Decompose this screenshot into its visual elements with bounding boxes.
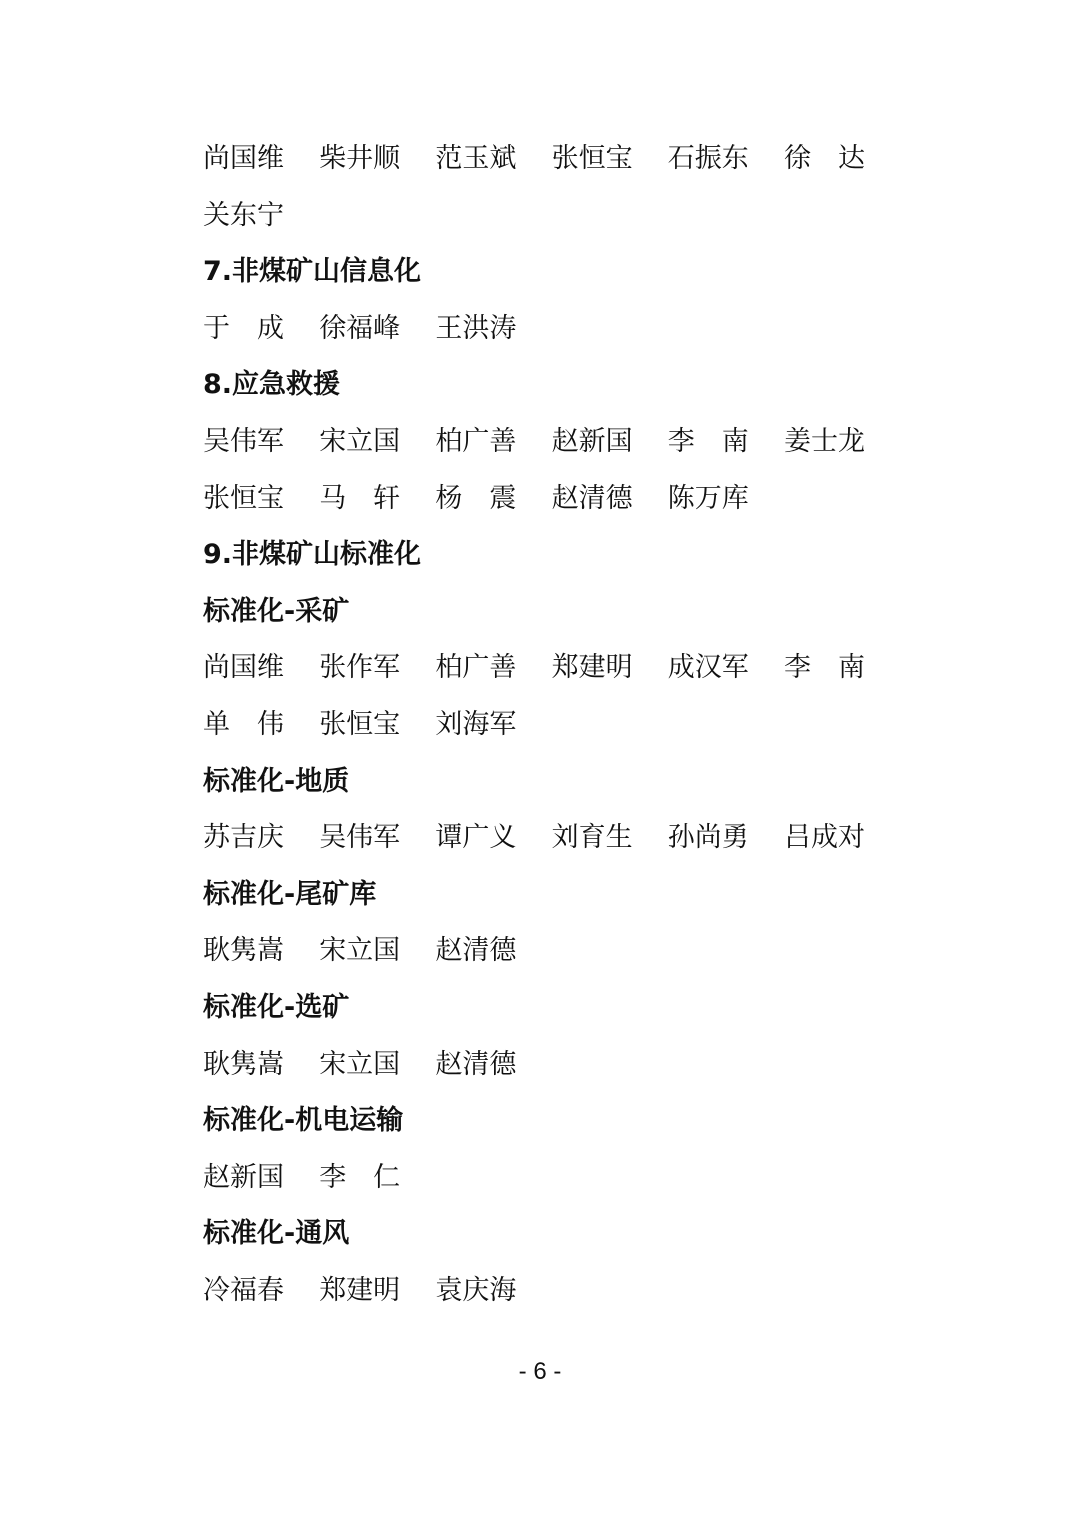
page-number: - 6 - — [518, 1358, 562, 1385]
person-name: 尚国维 — [203, 652, 284, 684]
person-name: 宋立国 — [319, 935, 401, 967]
person-name: 杨 震 — [435, 482, 517, 514]
person-name: 赵清德 — [435, 935, 517, 967]
person-name: 袁庆海 — [435, 1275, 517, 1306]
person-name: 冷福春 — [203, 1275, 284, 1306]
person-name: 柏广善 — [435, 652, 517, 684]
person-name: 赵清德 — [551, 482, 633, 514]
person-name: 徐 达 — [784, 143, 865, 174]
person-name: 郑建明 — [551, 652, 633, 684]
person-name: 单 伟 — [203, 709, 284, 740]
person-name: 苏吉庆 — [203, 822, 284, 854]
person-name: 张恒宝 — [203, 482, 284, 514]
person-name: 马 轩 — [319, 482, 401, 514]
person-name: 吴伟军 — [203, 426, 284, 457]
section-heading: 标准化-尾矿库 — [203, 878, 377, 910]
section-heading: 标准化-地质 — [203, 765, 350, 797]
section-heading: 9.非煤矿山标准化 — [203, 539, 422, 571]
person-name: 姜士龙 — [784, 426, 865, 457]
person-name: 李 南 — [784, 652, 865, 684]
person-name: 石振东 — [667, 143, 749, 174]
person-name: 刘育生 — [551, 822, 633, 854]
person-name: 张作军 — [319, 652, 401, 684]
person-name: 耿隽嵩 — [203, 935, 284, 967]
person-name: 张恒宝 — [319, 709, 401, 740]
person-name: 张恒宝 — [551, 143, 633, 174]
person-name: 李 南 — [667, 426, 749, 457]
person-name: 宋立国 — [319, 1048, 401, 1080]
person-name: 柏广善 — [435, 426, 517, 457]
person-name: 于 成 — [203, 312, 284, 344]
person-name: 成汉军 — [667, 652, 749, 684]
person-name: 尚国维 — [203, 143, 284, 174]
person-name: 范玉斌 — [435, 143, 517, 174]
section-heading: 7.非煤矿山信息化 — [203, 256, 422, 288]
person-name: 王洪涛 — [435, 312, 517, 344]
person-name: 郑建明 — [319, 1275, 401, 1306]
person-name: 吕成对 — [784, 822, 865, 854]
person-name: 赵新国 — [551, 426, 633, 457]
section-heading: 标准化-采矿 — [203, 595, 350, 627]
person-name: 耿隽嵩 — [203, 1048, 284, 1080]
section-heading: 标准化-通风 — [203, 1218, 350, 1250]
person-name: 陈万库 — [667, 482, 749, 514]
person-name: 宋立国 — [319, 426, 401, 457]
person-name: 赵清德 — [435, 1048, 517, 1080]
person-name: 徐福峰 — [319, 312, 401, 344]
person-name: 吴伟军 — [319, 822, 401, 854]
section-heading: 8.应急救援 — [203, 369, 341, 401]
section-heading: 标准化-选矿 — [203, 992, 350, 1023]
person-name: 赵新国 — [203, 1161, 284, 1193]
person-name: 关东宁 — [203, 199, 284, 231]
person-name: 刘海军 — [435, 709, 517, 740]
person-name: 孙尚勇 — [667, 822, 749, 854]
person-name: 谭广义 — [435, 822, 517, 854]
section-heading: 标准化-机电运输 — [203, 1105, 404, 1137]
person-name: 柴井顺 — [319, 143, 401, 174]
person-name: 李 仁 — [319, 1161, 401, 1193]
